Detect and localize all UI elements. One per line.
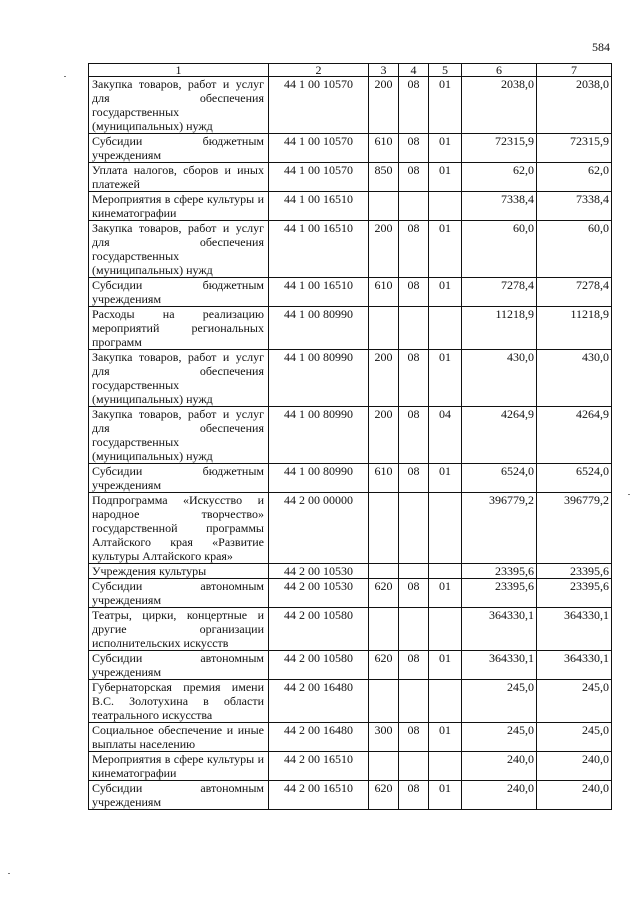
budget-table: [88, 63, 612, 810]
row-col4-cell: 08: [399, 221, 429, 278]
row-name-cell: Мероприятия в сфере культуры и кинематографии: [89, 752, 269, 781]
scan-speck: [64, 76, 66, 77]
table-row: [89, 278, 612, 307]
row-col3-cell: 200: [369, 407, 399, 464]
table-header-row: [89, 64, 612, 77]
table-row: [89, 579, 612, 608]
row-col7-cell: 23395,6: [537, 564, 612, 579]
row-col7-cell: 4264,9: [537, 407, 612, 464]
row-col3-cell: [369, 752, 399, 781]
table-row: [89, 163, 612, 192]
row-code-cell: 44 1 00 10570: [269, 163, 369, 192]
row-col3-cell: 610: [369, 134, 399, 163]
row-col4-cell: 08: [399, 163, 429, 192]
row-col4-cell: 08: [399, 350, 429, 407]
row-col4-cell: [399, 307, 429, 350]
row-col5-cell: [429, 307, 462, 350]
row-name-cell: Субсидии бюджетным учреждениям: [89, 134, 269, 163]
row-code-cell: 44 1 00 10570: [269, 134, 369, 163]
row-col3-cell: [369, 493, 399, 564]
row-name-cell: Субсидии автономным учреждениям: [89, 781, 269, 810]
row-col3-cell: 200: [369, 350, 399, 407]
row-name-cell: Субсидии автономным учреждениям: [89, 651, 269, 680]
table-row: [89, 307, 612, 350]
table-row: [89, 493, 612, 564]
row-col7-cell: 11218,9: [537, 307, 612, 350]
row-col5-cell: 01: [429, 723, 462, 752]
row-col4-cell: 08: [399, 464, 429, 493]
row-name-cell: Закупка товаров, работ и услуг для обеспечения государственных (муниципальных) нужд: [89, 221, 269, 278]
table-row: [89, 680, 612, 723]
row-col7-cell: 240,0: [537, 781, 612, 810]
table-row: [89, 781, 612, 810]
row-col6-cell: 60,0: [462, 221, 537, 278]
table-row: [89, 564, 612, 579]
table-row: [89, 752, 612, 781]
row-col4-cell: 08: [399, 579, 429, 608]
row-name-cell: Уплата налогов, сборов и иных платежей: [89, 163, 269, 192]
row-col3-cell: 620: [369, 651, 399, 680]
row-col5-cell: 01: [429, 781, 462, 810]
row-code-cell: 44 1 00 10570: [269, 77, 369, 134]
row-name-cell: Социальное обеспечение и иные выплаты населению: [89, 723, 269, 752]
row-col4-cell: 08: [399, 134, 429, 163]
row-name-cell: Субсидии бюджетным учреждениям: [89, 278, 269, 307]
row-code-cell: 44 1 00 80990: [269, 407, 369, 464]
row-code-cell: 44 2 00 10580: [269, 651, 369, 680]
row-col5-cell: 01: [429, 77, 462, 134]
row-code-cell: 44 1 00 16510: [269, 221, 369, 278]
row-col3-cell: 610: [369, 278, 399, 307]
row-col6-cell: 240,0: [462, 752, 537, 781]
row-col4-cell: 08: [399, 278, 429, 307]
row-col3-cell: [369, 307, 399, 350]
row-col5-cell: [429, 608, 462, 651]
row-col5-cell: 04: [429, 407, 462, 464]
row-col7-cell: 60,0: [537, 221, 612, 278]
row-col3-cell: [369, 608, 399, 651]
row-col4-cell: 08: [399, 77, 429, 134]
row-code-cell: 44 2 00 16510: [269, 752, 369, 781]
scan-speck: [628, 494, 630, 495]
row-col3-cell: 620: [369, 579, 399, 608]
row-col7-cell: 364330,1: [537, 608, 612, 651]
table-row: [89, 407, 612, 464]
row-col7-cell: 62,0: [537, 163, 612, 192]
row-col7-cell: 23395,6: [537, 579, 612, 608]
row-col6-cell: 6524,0: [462, 464, 537, 493]
table-row: [89, 77, 612, 134]
row-col7-cell: 396779,2: [537, 493, 612, 564]
row-col3-cell: 850: [369, 163, 399, 192]
page-number: 584: [592, 40, 610, 54]
row-col5-cell: [429, 493, 462, 564]
row-code-cell: 44 2 00 10530: [269, 579, 369, 608]
row-name-cell: Учреждения культуры: [89, 564, 269, 579]
row-col4-cell: [399, 608, 429, 651]
row-col4-cell: 08: [399, 781, 429, 810]
row-col5-cell: 01: [429, 651, 462, 680]
row-col6-cell: 364330,1: [462, 651, 537, 680]
row-code-cell: 44 2 00 16480: [269, 723, 369, 752]
row-col5-cell: [429, 752, 462, 781]
column-header: 2: [269, 64, 369, 77]
row-col3-cell: 620: [369, 781, 399, 810]
row-code-cell: 44 2 00 00000: [269, 493, 369, 564]
row-code-cell: 44 1 00 80990: [269, 307, 369, 350]
row-name-cell: Губернаторская премия имени В.С. Золотухина в области театрального искусства: [89, 680, 269, 723]
row-col5-cell: [429, 564, 462, 579]
row-col4-cell: [399, 680, 429, 723]
row-col6-cell: 23395,6: [462, 564, 537, 579]
row-col6-cell: 7338,4: [462, 192, 537, 221]
row-col5-cell: 01: [429, 350, 462, 407]
row-col6-cell: 364330,1: [462, 608, 537, 651]
budget-table-container: [88, 63, 612, 810]
row-col4-cell: [399, 752, 429, 781]
row-col7-cell: 7278,4: [537, 278, 612, 307]
scan-speck: [8, 873, 10, 874]
row-col5-cell: 01: [429, 221, 462, 278]
column-header: 1: [89, 64, 269, 77]
row-code-cell: 44 1 00 16510: [269, 278, 369, 307]
row-col7-cell: 240,0: [537, 752, 612, 781]
row-col6-cell: 23395,6: [462, 579, 537, 608]
row-col7-cell: 364330,1: [537, 651, 612, 680]
row-col7-cell: 72315,9: [537, 134, 612, 163]
row-col5-cell: 01: [429, 163, 462, 192]
row-col6-cell: 245,0: [462, 680, 537, 723]
row-name-cell: Подпрограмма «Искусство и народное творчество» государственной программы Алтайского края «Развитие культуры Алтайского края»: [89, 493, 269, 564]
row-col7-cell: 7338,4: [537, 192, 612, 221]
row-col3-cell: 300: [369, 723, 399, 752]
row-col6-cell: 72315,9: [462, 134, 537, 163]
row-col5-cell: 01: [429, 464, 462, 493]
row-code-cell: 44 2 00 16480: [269, 680, 369, 723]
row-name-cell: Субсидии бюджетным учреждениям: [89, 464, 269, 493]
row-code-cell: 44 2 00 10530: [269, 564, 369, 579]
row-col3-cell: [369, 192, 399, 221]
row-name-cell: Расходы на реализацию мероприятий региональных программ: [89, 307, 269, 350]
table-row: [89, 134, 612, 163]
row-col5-cell: 01: [429, 278, 462, 307]
row-code-cell: 44 1 00 80990: [269, 464, 369, 493]
column-header: 6: [462, 64, 537, 77]
row-col4-cell: [399, 564, 429, 579]
row-col3-cell: [369, 680, 399, 723]
row-col7-cell: 430,0: [537, 350, 612, 407]
column-header: 7: [537, 64, 612, 77]
row-col7-cell: 6524,0: [537, 464, 612, 493]
table-row: [89, 221, 612, 278]
table-row: [89, 651, 612, 680]
row-col7-cell: 2038,0: [537, 77, 612, 134]
row-col6-cell: 240,0: [462, 781, 537, 810]
row-col6-cell: 245,0: [462, 723, 537, 752]
row-col6-cell: 396779,2: [462, 493, 537, 564]
row-col6-cell: 11218,9: [462, 307, 537, 350]
row-col4-cell: [399, 192, 429, 221]
row-col5-cell: [429, 192, 462, 221]
row-col6-cell: 4264,9: [462, 407, 537, 464]
row-col3-cell: 200: [369, 221, 399, 278]
column-header: 4: [399, 64, 429, 77]
row-col6-cell: 2038,0: [462, 77, 537, 134]
row-col3-cell: 200: [369, 77, 399, 134]
row-col4-cell: 08: [399, 723, 429, 752]
table-row: [89, 192, 612, 221]
row-code-cell: 44 1 00 16510: [269, 192, 369, 221]
row-code-cell: 44 1 00 80990: [269, 350, 369, 407]
row-col4-cell: 08: [399, 651, 429, 680]
row-col6-cell: 430,0: [462, 350, 537, 407]
row-col7-cell: 245,0: [537, 723, 612, 752]
row-col3-cell: 610: [369, 464, 399, 493]
row-name-cell: Мероприятия в сфере культуры и кинематографии: [89, 192, 269, 221]
row-col5-cell: 01: [429, 134, 462, 163]
table-row: [89, 350, 612, 407]
row-col3-cell: [369, 564, 399, 579]
column-header: 3: [369, 64, 399, 77]
row-name-cell: Субсидии автономным учреждениям: [89, 579, 269, 608]
row-name-cell: Театры, цирки, концертные и другие организации исполнительских искусств: [89, 608, 269, 651]
row-name-cell: Закупка товаров, работ и услуг для обеспечения государственных (муниципальных) нужд: [89, 407, 269, 464]
row-col4-cell: [399, 493, 429, 564]
row-col7-cell: 245,0: [537, 680, 612, 723]
row-col4-cell: 08: [399, 407, 429, 464]
row-name-cell: Закупка товаров, работ и услуг для обеспечения государственных (муниципальных) нужд: [89, 77, 269, 134]
column-header: 5: [429, 64, 462, 77]
table-row: [89, 464, 612, 493]
table-row: [89, 608, 612, 651]
row-col5-cell: 01: [429, 579, 462, 608]
row-name-cell: Закупка товаров, работ и услуг для обеспечения государственных (муниципальных) нужд: [89, 350, 269, 407]
table-body: [89, 77, 612, 810]
row-col6-cell: 62,0: [462, 163, 537, 192]
row-code-cell: 44 2 00 16510: [269, 781, 369, 810]
row-col5-cell: [429, 680, 462, 723]
row-col6-cell: 7278,4: [462, 278, 537, 307]
row-code-cell: 44 2 00 10580: [269, 608, 369, 651]
table-row: [89, 723, 612, 752]
